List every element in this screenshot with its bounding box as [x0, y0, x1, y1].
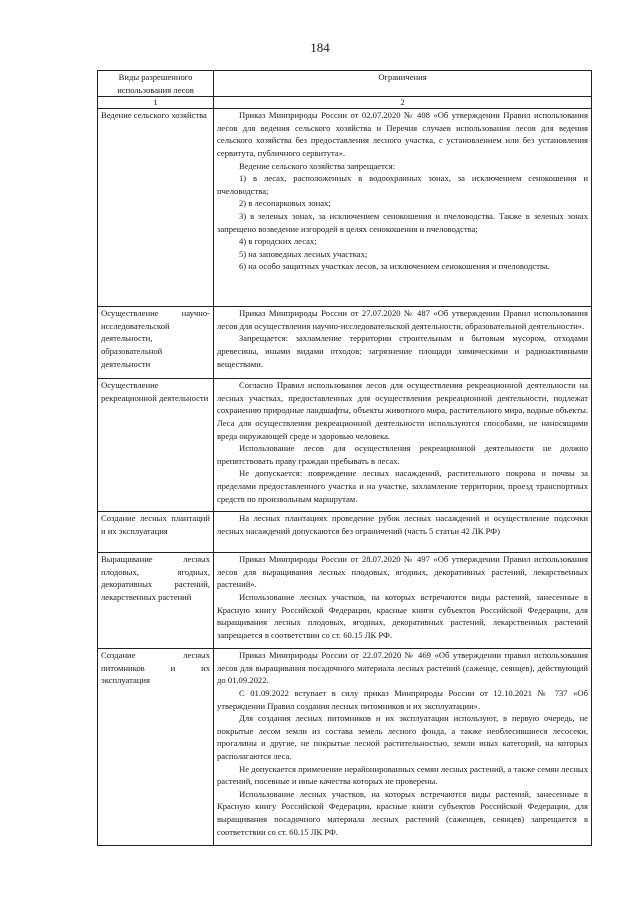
restriction-cell	[214, 512, 592, 553]
restriction-cell	[214, 307, 592, 379]
table-row	[98, 553, 592, 649]
restriction-paragraph: Приказ Минприроды России от 02.07.2020 № 408 «Об утверждении Правил использования лесов для ведения сельского хозяйства и Перечня случаев использования лесов для ведения сельского хозяйства без предоставления лесного участка, с установлением или без установления сервитута, публичного сервитута».	[217, 110, 588, 158]
restriction-paragraph: 4) в городских лесах;	[239, 236, 317, 247]
restriction-paragraph: 5) на заповедных лесных участках;	[239, 248, 368, 259]
usage-type-cell: Создание лесных плантаций и их эксплуатация	[98, 512, 214, 553]
restriction-paragraph: Ведение сельского хозяйства запрещается:	[239, 160, 396, 171]
usage-type-cell: Ведение сельского хозяйства	[98, 109, 214, 307]
restriction-cell	[214, 553, 592, 649]
restriction-cell	[214, 109, 592, 307]
restriction-paragraph: Приказ Минприроды России от 22.07.2020 № 469 «Об утверждении правил использования лесов для выращивания посадочного материала лесных растений (саженце, сеянцев), действующий до 01.09.2022.	[217, 650, 588, 686]
restrictions-table	[97, 70, 592, 846]
column-number-2: 2	[214, 97, 592, 109]
restriction-paragraph: 1) в лесах, расположенных в водоохранных зонах, за исключением сенокошения и пчеловодства;	[217, 173, 588, 196]
restriction-paragraph: Приказ Минприроды России от 28.07.2020 № 497 «Об утверждении Правил использования лесов для выращивания лесных плодовых, ягодных, декоративных растений, лекарственных растений».	[217, 554, 588, 590]
restriction-paragraph: 2) в лесопарковых зонах;	[239, 198, 331, 209]
usage-type-cell: Осуществление рекреационной деятельности	[98, 379, 214, 512]
restriction-paragraph: Для создания лесных питомников и их эксплуатации используют, в первую очередь, не покрытые лесом земли из состава земель лесного фонда, а также необлесившиеся лесосеки, прогалины и другие, не покрытые лесной растительностью, земли иных категорий, на которых располагаются леса.	[217, 713, 588, 761]
table-row	[98, 379, 592, 512]
restriction-paragraph: 6) на особо защитных участках лесов, за исключением сенокошения и пчеловодства.	[239, 261, 550, 272]
restriction-paragraph: Приказ Минприроды России от 27.07.2020 № 487 «Об утверждении Правил использования лесов для осуществления научно-исследовательской деятельности, образовательной деятельности».	[217, 308, 588, 331]
usage-type-cell: Создание лесных питомников и их эксплуатация	[98, 649, 214, 846]
restriction-cell	[214, 379, 592, 512]
table-row	[98, 307, 592, 379]
header-restrictions: Ограничения	[214, 71, 592, 97]
page-number: 184	[310, 40, 330, 55]
usage-type-cell: Выращивание лесных плодовых, ягодных, декоративных растений, лекарственных растений	[98, 553, 214, 649]
column-number-row	[98, 97, 592, 109]
restriction-paragraph: Использование лесов для осуществления рекреационной деятельности не должно препятствовать праву граждан пребывать в лесах.	[217, 443, 588, 466]
restriction-paragraph: Согласно Правил использования лесов для осуществления рекреационной деятельности на лесных участках, предоставленных для осуществления рекреационной деятельности, подлежат сохранению природные ландшафты, объекты животного мира, растительного мира, водные объекты. Леса для осуществления рекреационной деятельности используются способами, не наносящими вреда окружающей среде и здоровью человека.	[217, 380, 588, 441]
table-row	[98, 512, 592, 553]
header-usage-types: Виды разрешенного использования лесов	[98, 71, 214, 97]
restriction-paragraph: Использование лесных участков, на которых встречаются виды растений, занесенные в Красную книгу Российской Федерации, красные книги субъектов Российской Федерации, для выращивания лесных плодовых, ягодных, декоративных растений, лекарственных растений запрещается в соответствии со ст. 60.15 ЛК РФ.	[217, 591, 588, 640]
table-header-row	[98, 71, 592, 97]
restriction-paragraph: Не допускается: повреждение лесных насаждений, растительного покрова и почвы за пределами предоставленного участка и на участке, захламление территории, проезд транспортных средств по произвольным маршрутам.	[217, 468, 588, 504]
restriction-paragraph: Не допускается применение нерайонированных семян лесных растений, а также семян лесных растений, посевные и иные качества которых не проверены.	[217, 763, 588, 787]
column-number-1: 1	[98, 97, 214, 109]
restriction-paragraph: 3) в зеленых зонах, за исключением сенокошения и пчеловодства. Также в зеленых зонах запрещено возведение изгородей в целях сенокошения и пчеловодства;	[217, 210, 588, 234]
restriction-paragraph: С 01.09.2022 вступает в силу приказ Минприроды России от 12.10.2021 № 737 «Об утверждении Правил создания лесных питомников и их эксплуатации».	[217, 687, 588, 711]
table-row	[98, 649, 592, 846]
restriction-paragraph: Использование лесных участков, на которых встречаются виды растений, занесенные в Красную книгу Российской Федерации, красные книги субъектов Российской Федерации, для выращивания посадочного материала лесных растений (саженцев, сеянцев) запрещается в соответствии со ст. 60.15 ЛК РФ.	[217, 788, 588, 837]
restriction-cell	[214, 649, 592, 846]
restriction-paragraph: Запрещается: захламление территории строительным и бытовым мусором, отходами древесины, иными видами отходов; загрязнение площади химическими и радиоактивными веществами.	[217, 333, 588, 369]
table-row	[98, 109, 592, 307]
usage-type-cell: Осуществление научно-исследовательской деятельности, образовательной деятельности	[98, 307, 214, 379]
restriction-paragraph: На лесных плантациях проведение рубок лесных насаждений и осуществление подсочки лесных насаждений допускаются без ограничений (часть 5 статьи 42 ЛК РФ)	[217, 513, 588, 536]
